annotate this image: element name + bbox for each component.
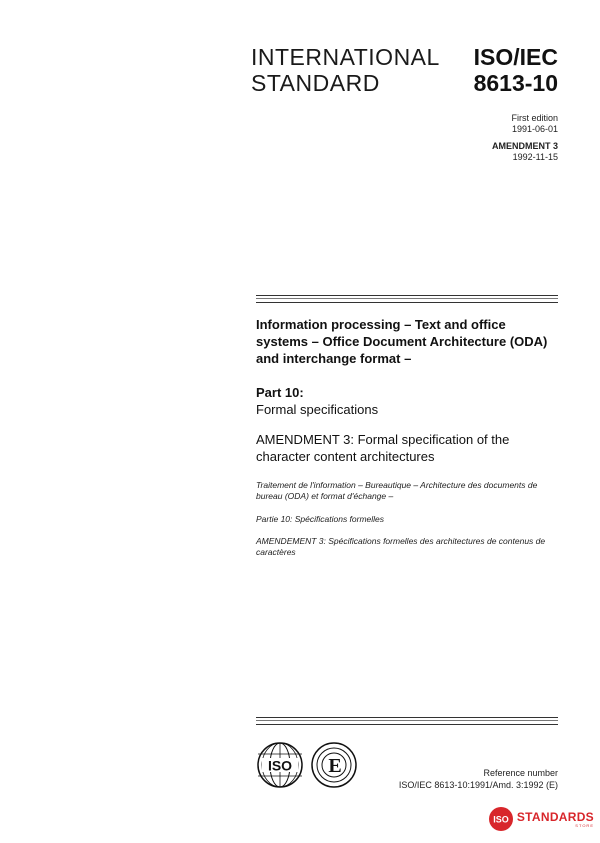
standard-line2: 8613-10 [473, 70, 558, 96]
doc-type-line1: INTERNATIONAL [251, 44, 440, 70]
bottom-divider [256, 717, 558, 725]
amendment-label: AMENDMENT 3 [491, 141, 558, 151]
iso-logo [258, 743, 302, 787]
edition-label: First edition [511, 113, 558, 123]
standard-number [474, 44, 558, 96]
edition-info [492, 113, 558, 163]
iso-logo-text: ISO [267, 757, 293, 774]
doc-type-line2: STANDARD [251, 70, 380, 96]
part-title: Formal specifications [256, 402, 379, 417]
edition-date: 1991-06-01 [511, 124, 558, 134]
reference-value: ISO/IEC 8613-10:1991/Amd. 3:1992 (E) [398, 780, 558, 790]
top-divider [256, 295, 558, 303]
iec-logo-text: E [328, 755, 342, 777]
iec-logo [312, 743, 356, 787]
french-title: Traitement de l'information – Bureautique – Architecture des documents de bureau (ODA) et format d'échange – [256, 480, 538, 501]
logos [256, 740, 360, 795]
french-part: Partie 10: Spécifications formelles [256, 514, 385, 524]
reference-label: Reference number [483, 768, 558, 778]
store-iso-text: ISO [493, 814, 509, 825]
french-amendment: AMENDEMENT 3: Spécifications formelles des architectures de contenus de caractères [256, 536, 546, 557]
amendment-title: AMENDMENT 3: Formal specification of the character content architectures [256, 432, 510, 464]
part-label: Part 10: [256, 385, 304, 400]
document-type [251, 44, 440, 96]
reference-number [399, 767, 558, 791]
standard-line1: ISO/IEC [473, 44, 558, 70]
english-title: Information processing – Text and office systems – Office Document Architecture (ODA) and interchange format – [256, 317, 548, 366]
store-iso-icon [488, 806, 514, 832]
store-sub: STORE [575, 822, 594, 828]
store-name: STANDARDS [516, 809, 594, 824]
amendment-date: 1992-11-15 [512, 152, 558, 162]
store-badge[interactable] [488, 806, 594, 832]
